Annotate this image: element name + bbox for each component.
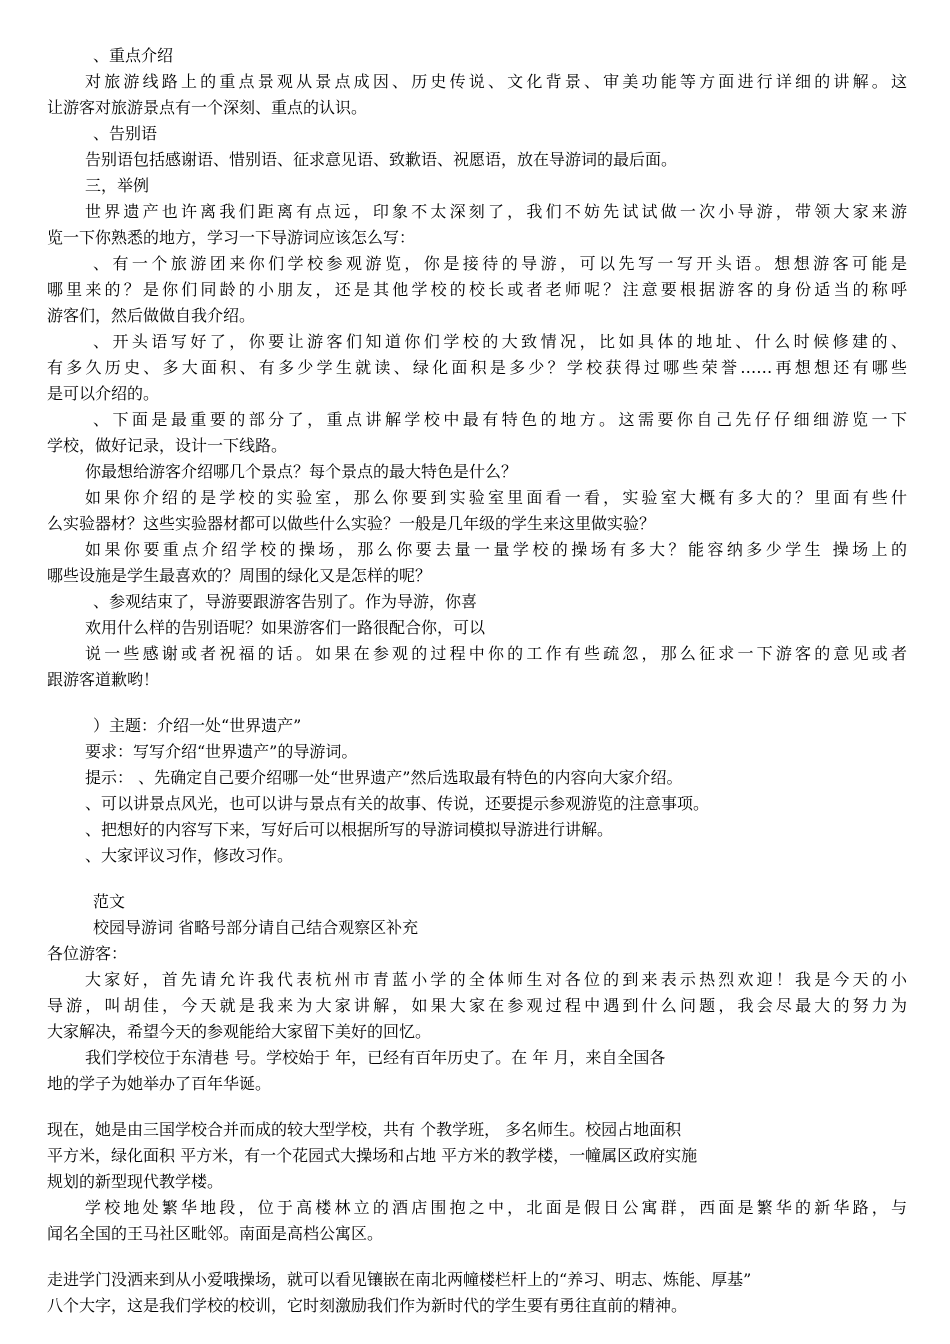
paragraph-line: 现在，她是由三国学校合并而成的较大型学校，共有 个教学班， 多名师生。校园占地面积 bbox=[47, 1120, 682, 1139]
paragraph-line: 么实验器材？这些实验器材都可以做些什么实验？一般是几年级的学生来这里做实验？ bbox=[47, 514, 656, 533]
paragraph-line: 平方米，绿化面积 平方米，有一个花园式大操场和占地 平方米的教学楼，一幢属区政府实施 bbox=[47, 1146, 698, 1165]
list-item-line: 、有一个旅游团来你们学校参观游览，你是接待的导游，可以先写一写开头语。想想游客可能是 bbox=[93, 254, 907, 273]
sample-heading: 范文 bbox=[93, 892, 126, 911]
paragraph-line: 哪些设施是学生最喜欢的？周围的绿化又是怎样的呢？ bbox=[47, 566, 432, 585]
paragraph-line: 规划的新型现代教学楼。 bbox=[47, 1172, 224, 1191]
paragraph-line: 闻名全国的王马社区毗邻。南面是高档公寓区。 bbox=[47, 1224, 384, 1243]
paragraph-line: 是可以介绍的。 bbox=[47, 384, 160, 403]
heading-examples: 三，举例 bbox=[85, 176, 150, 195]
paragraph-line: 地的学子为她举办了百年华诞。 bbox=[47, 1074, 272, 1093]
hint-line: 、大家评议习作，修改习作。 bbox=[85, 846, 294, 865]
heading-farewell: 、告别语 bbox=[93, 124, 158, 143]
paragraph-line: 让游客对旅游景点有一个深刻、重点的认识。 bbox=[47, 98, 368, 117]
list-item-line: 、开头语写好了，你要让游客们知道你们学校的大致情况，比如具体的地址、什么时候修建的、 bbox=[93, 332, 907, 351]
salutation: 各位游客： bbox=[47, 944, 128, 963]
paragraph-line: 游客们，然后做做自我介绍。 bbox=[47, 306, 256, 325]
requirement-line: 要求：写写介绍“世界遗产”的导游词。 bbox=[85, 742, 358, 761]
paragraph-line: 你最想给游客介绍哪几个景点？每个景点的最大特色是什么？ bbox=[85, 462, 518, 481]
paragraph-line: 览一下你熟悉的地方，学习一下导游词应该怎么写： bbox=[47, 228, 416, 247]
hint-line: 提示： 、先确定自己要介绍哪一处“世界遗产”然后选取最有特色的内容向大家介绍。 bbox=[85, 768, 683, 787]
paragraph-line: 学校，做好记录，设计一下线路。 bbox=[47, 436, 288, 455]
paragraph-line: 大家解决，希望今天的参观能给大家留下美好的回忆。 bbox=[47, 1022, 432, 1041]
paragraph-line: 跟游客道歉哟！ bbox=[47, 670, 160, 689]
paragraph-line: 学校地处繁华地段，位于高楼林立的酒店围抱之中，北面是假日公寓群，西面是繁华的新华路，与 bbox=[85, 1198, 907, 1217]
paragraph-line: 说一些感谢或者祝福的话。如果在参观的过程中你的工作有些疏忽，那么征求一下游客的意见或者 bbox=[85, 644, 907, 663]
paragraph-line: 导游，叫胡佳，今天就是我来为大家讲解，如果大家在参观过程中遇到什么问题，我会尽最大的努力为 bbox=[47, 996, 907, 1015]
topic-line: ）主题：介绍一处“世界遗产” bbox=[93, 716, 302, 735]
hint-line: 、把想好的内容写下来，写好后可以根据所写的导游词模拟导游进行讲解。 bbox=[85, 820, 614, 839]
paragraph-line: 欢用什么样的告别语呢？如果游客们一路很配合你，可以 bbox=[85, 618, 486, 637]
paragraph-line: 告别语包括感谢语、惜别语、征求意见语、致歉语、祝愿语，放在导游词的最后面。 bbox=[85, 150, 678, 169]
paragraph-line: 哪里来的？是你们同龄的小朋友，还是其他学校的校长或者老师呢？注意要根据游客的身份适当的称呼 bbox=[47, 280, 907, 299]
heading-key-intro: 、重点介绍 bbox=[93, 46, 174, 65]
paragraph-line: 对旅游线路上的重点景观从景点成因、历史传说、文化背景、审美功能等方面进行详细的讲解。这 bbox=[85, 72, 907, 91]
paragraph-line: 如果你介绍的是学校的实验室，那么你要到实验室里面看一看，实验室大概有多大的？里面有些什 bbox=[85, 488, 907, 507]
paragraph-line: 走进学门没洒来到从小爱哦操场，就可以看见镶嵌在南北两幢楼栏杆上的“养习、明志、炼能、厚基” bbox=[47, 1270, 752, 1289]
paragraph-line: 八个大字，这是我们学校的校训，它时刻激励我们作为新时代的学生要有勇往直前的精神。 bbox=[47, 1296, 688, 1315]
paragraph-line: 如果你要重点介绍学校的操场，那么你要去量一量学校的操场有多大？能容纳多少学生 操场上的 bbox=[85, 540, 907, 559]
list-item-line: 、参观结束了，导游要跟游客告别了。作为导游，你喜 bbox=[93, 592, 478, 611]
sample-title: 校园导游词 省略号部分请自己结合观察区补充 bbox=[93, 918, 419, 937]
paragraph-line: 世界遗产也许离我们距离有点远，印象不太深刻了，我们不妨先试试做一次小导游，带领大家来游 bbox=[85, 202, 907, 221]
list-item-line: 、下面是最重要的部分了，重点讲解学校中最有特色的地方。这需要你自己先仔仔细细游览一下 bbox=[93, 410, 907, 429]
paragraph-line: 我们学校位于东清巷 号。学校始于 年，已经有百年历史了。在 年 月，来自全国各 bbox=[85, 1048, 666, 1067]
hint-line: 、可以讲景点风光，也可以讲与景点有关的故事、传说，还要提示参观游览的注意事项。 bbox=[85, 794, 710, 813]
paragraph-line: 有多久历史、多大面积、有多少学生就读、绿化面积是多少？学校获得过哪些荣誉……再想想还有哪些 bbox=[47, 358, 907, 377]
paragraph-line: 大家好，首先请允许我代表杭州市青蓝小学的全体师生对各位的到来表示热烈欢迎！我是今天的小 bbox=[85, 970, 907, 989]
